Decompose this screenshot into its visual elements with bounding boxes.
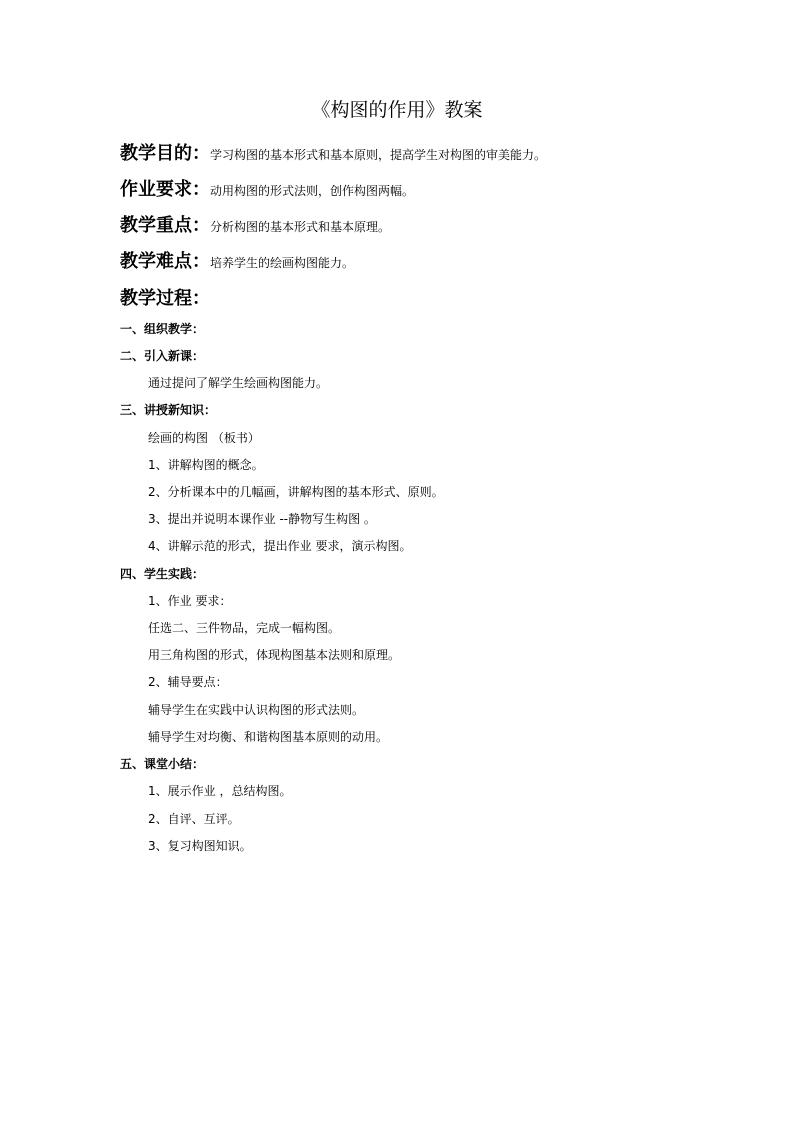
field-teaching-goal — [120, 139, 546, 165]
section-line: 2、分析课本中的几幅画，讲解构图的基本形式、原则。 — [148, 485, 444, 499]
section-heading: 四、学生实践： — [120, 567, 205, 581]
section-heading: 三、讲授新知识： — [120, 403, 217, 417]
section-line: 1、作业 要求： — [148, 594, 232, 608]
field-label: 教学重点： — [120, 215, 210, 236]
section-line: 1、讲解构图的概念。 — [148, 458, 264, 472]
section-line: 2、辅导要点： — [148, 675, 228, 689]
field-homework-requirement — [120, 175, 414, 201]
section-line: 辅导学生对均衡、和谐构图基本原则的动用。 — [148, 730, 389, 744]
section-line: 通过提问了解学生绘画构图能力。 — [148, 376, 329, 390]
section-line: 4、讲解示范的形式，提出作业 要求，演示构图。 — [148, 539, 412, 553]
field-label: 教学目的： — [120, 143, 210, 164]
section-line: 任选二、三件物品，完成一幅构图。 — [148, 621, 341, 635]
field-teaching-focus — [120, 211, 390, 237]
section-heading: 一、组织教学： — [120, 322, 205, 336]
field-value: 培养学生的绘画构图能力。 — [210, 256, 355, 270]
section-line: 3、复习构图知识。 — [148, 839, 252, 853]
field-value: 学习构图的基本形式和基本原则，提高学生对构图的审美能力。 — [210, 148, 547, 162]
section-line: 辅导学生在实践中认识构图的形式法则。 — [148, 703, 365, 717]
section-line: 1、展示作业 ，总结构图。 — [148, 784, 292, 798]
section-line: 绘画的构图 （板书） — [148, 431, 260, 445]
section-line: 用三角构图的形式，体现构图基本法则和原理。 — [148, 648, 401, 662]
field-label: 作业要求： — [120, 179, 210, 200]
section-heading: 五、课堂小结： — [120, 757, 205, 771]
document-title: 《构图的作用》教案 — [311, 99, 483, 121]
section-heading: 二、引入新课： — [120, 349, 205, 363]
field-value: 动用构图的形式法则，创作构图两幅。 — [210, 184, 415, 198]
section-line: 2、自评、互评。 — [148, 812, 240, 826]
process-heading: 教学过程： — [120, 288, 210, 309]
field-value: 分析构图的基本形式和基本原理。 — [210, 220, 391, 234]
field-teaching-difficulty — [120, 247, 354, 273]
section-line: 3、提出并说明本课作业 --静物写生构图 。 — [148, 512, 376, 526]
field-label: 教学难点： — [120, 251, 210, 272]
